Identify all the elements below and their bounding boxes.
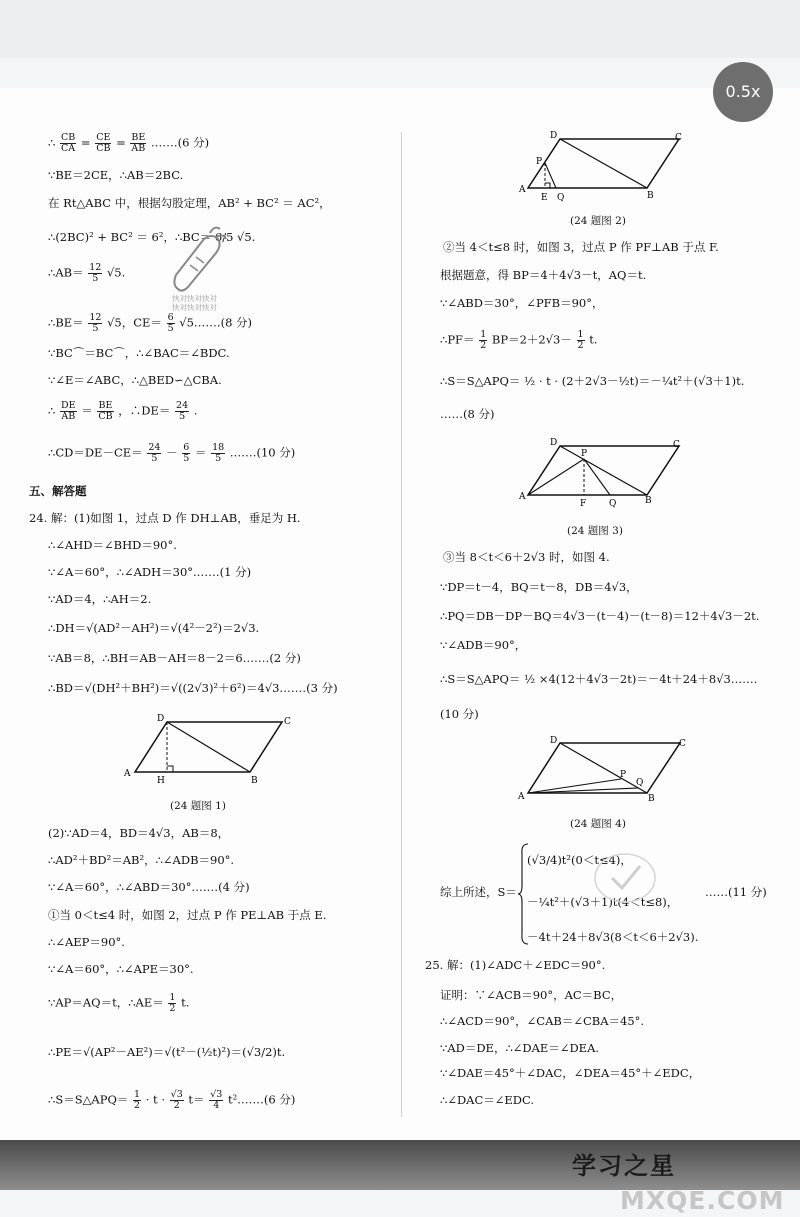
text-line: ∵AD＝DE，∴∠DAE＝∠DEA. [440, 1041, 600, 1055]
fraction: $\frac{12}{5}$ [89, 312, 102, 334]
piecewise-brace [518, 842, 530, 946]
eq-area-1: ∴S＝S△APQ＝ $\frac{1}{2}$ · t · $\frac{√3}{2}$ t＝ $\frac{√3}{4}$ t².……(6 分) [48, 1089, 296, 1111]
text-line: ∵AB＝8，∴BH＝AB－AH＝8－2＝6.……(2 分) [48, 651, 301, 665]
eq-de: ∴ $\frac{DE}{AB}$ ＝ $\frac{BE}{CB}$ ，∴DE＝ $\frac{24}{5}$ . [48, 400, 198, 422]
text-line: ∴BD＝√(DH²＋BH²)＝√((2√3)²＋6²)＝4√3.……(3 分) [48, 681, 338, 695]
text-line: ∴DH＝√(AD²－AH²)＝√(4²－2²)＝2√3. [48, 621, 260, 635]
svg-text:D: D [550, 438, 558, 448]
text-line: ∵DP＝t－4，BQ＝t－8，DB＝4√3， [440, 580, 638, 594]
site-watermark: MXQE.COM [620, 1186, 785, 1215]
eq-ab: ∴AB＝ $\frac{12}{5}$ √5. [48, 262, 126, 284]
svg-text:C: C [284, 717, 291, 727]
text-line: 根据题意，得 BP＝4＋4√3－t，AQ＝t. [440, 268, 647, 282]
svg-text:B: B [251, 776, 258, 786]
svg-text:A: A [519, 492, 526, 502]
svg-text:A: A [124, 769, 131, 779]
fraction: $\frac{CE}{CB}$ [96, 132, 111, 154]
text-line: 24. 解：(1)如图 1，过点 D 作 DH⊥AB，垂足为 H. [29, 511, 301, 525]
svg-text:B: B [648, 794, 655, 804]
text-line: ∵∠ABD＝30°，∠PFB＝90°， [440, 296, 604, 310]
eq-pf: ∴PF＝ $\frac{1}{2}$ BP＝2＋2√3－ $\frac{1}{2}$ t. [440, 329, 598, 351]
text-line: ∵∠A＝60°，∴∠APE＝30°. [48, 962, 194, 976]
svg-text:E: E [541, 193, 548, 203]
svg-text:C: C [673, 440, 680, 450]
text-line: ∵∠DAE＝45°＋∠DAC，∠DEA＝45°＋∠EDC， [440, 1066, 701, 1080]
svg-text:A: A [519, 185, 526, 195]
text-line: ∵BC⌒＝BC⌒，∴∠BAC＝∠BDC. [48, 346, 230, 360]
fraction: $\frac{24}{5}$ [148, 442, 161, 464]
text-line: ∴S＝S△APQ＝ ½ ×4(12＋4√3－2t)＝－4t＋24＋8√3.…… [440, 672, 758, 686]
fraction: $\frac{18}{5}$ [212, 442, 225, 464]
text-line: (2)∵AD＝4，BD＝4√3，AB＝8， [48, 826, 230, 840]
eq-cd: ∴CD＝DE－CE＝ $\frac{24}{5}$ － $\frac{6}{5}$ ＝ $\frac{18}{5}$ .……(10 分) [48, 442, 296, 464]
footer-title: 学习之星 [572, 1152, 676, 1180]
piecewise-case: (√3/4)t²(0＜t≤4)， [527, 853, 632, 867]
svg-text:Q: Q [609, 499, 617, 509]
text-line: ∴∠ACD＝90°，∠CAB＝∠CBA＝45°. [440, 1014, 645, 1028]
text-line: ∴AD²＋BD²＝AB²，∴∠ADB＝90°. [48, 853, 235, 867]
svg-text:C: C [679, 739, 686, 749]
summary-label: 综上所述，S＝ [440, 885, 517, 899]
eq-ae: ∵AP＝AQ＝t，∴AE＝ $\frac{1}{2}$ t. [48, 992, 190, 1014]
text-line: 在 Rt△ABC 中，根据勾股定理，AB² + BC² ＝ AC²， [48, 196, 331, 210]
fraction: $\frac{6}{5}$ [167, 312, 174, 334]
fraction: $\frac{24}{5}$ [176, 400, 189, 422]
text-line: ……(11 分) [705, 885, 767, 899]
footer-band [0, 1140, 800, 1190]
fraction: $\frac{1}{2}$ [480, 329, 487, 351]
svg-text:P: P [536, 157, 543, 167]
fraction: $\frac{√3}{4}$ [210, 1089, 223, 1111]
figure-caption: (24 题图 3) [567, 525, 623, 537]
eq-ratio: ∴ $\frac{CB}{CA}$ = $\frac{CE}{CB}$ = $\frac{BE}{AB}$ .……(6 分) [48, 132, 210, 154]
svg-text:D: D [157, 714, 165, 724]
text-line: 证明：∵∠ACB＝90°，AC＝BC， [440, 988, 623, 1002]
fraction: $\frac{6}{5}$ [183, 442, 190, 464]
figure-caption: (24 题图 4) [570, 818, 626, 830]
text-line: ∵∠A＝60°，∴∠ABD＝30°.……(4 分) [48, 880, 250, 894]
piecewise-case: －4t＋24＋8√3(8＜t＜6＋2√3). [527, 930, 699, 944]
fraction: $\frac{√3}{2}$ [170, 1089, 183, 1111]
playback-speed-button[interactable]: 0.5x [713, 62, 773, 122]
fraction: $\frac{1}{2}$ [577, 329, 584, 351]
text-line: ∴∠AEP＝90°. [48, 935, 125, 949]
top-toolbar [0, 0, 800, 58]
svg-text:D: D [550, 736, 558, 746]
text-line: ∵∠E＝∠ABC，∴△BED∽△CBA. [48, 373, 222, 387]
svg-text:H: H [157, 776, 165, 786]
text-line: ∴S＝S△APQ＝ ½ · t · (2＋2√3－½t)＝－¼t²＋(√3＋1)t. [440, 374, 745, 388]
watermark-stamp: 快对快对快对 快对快对快对 [172, 294, 217, 312]
svg-text:C: C [675, 133, 682, 143]
svg-text:Q: Q [557, 193, 565, 203]
text-line: ∵∠ADB＝90°， [440, 638, 527, 652]
svg-text:B: B [645, 496, 652, 506]
fraction: $\frac{BE}{AB}$ [131, 132, 146, 154]
figure-4-parallelogram [514, 733, 694, 805]
svg-text:P: P [581, 449, 588, 459]
text-line: ∵BE＝2CE，∴AB＝2BC. [48, 168, 184, 182]
fraction: $\frac{DE}{AB}$ [60, 400, 76, 422]
svg-text:Q: Q [636, 778, 644, 788]
text-line: ③当 8＜t＜6＋2√3 时，如图 4. [443, 550, 610, 564]
section-heading: 五、解答题 [29, 484, 87, 498]
eq-be-ce: ∴BE＝ $\frac{12}{5}$ √5，CE＝ $\frac{6}{5}$ √5.……(8 分) [48, 312, 253, 334]
text-line: ∴PE＝√(AP²－AE²)＝√(t²－(½t)²)＝(√3/2)t. [48, 1045, 286, 1059]
svg-text:D: D [550, 131, 558, 141]
text-line: (10 分) [440, 707, 479, 721]
figure-caption: (24 题图 1) [170, 800, 226, 812]
svg-text:B: B [647, 191, 654, 201]
text-line: 25. 解：(1)∠ADC＋∠EDC＝90°. [425, 958, 606, 972]
text-line: ∵∠A＝60°，∴∠ADH＝30°.……(1 分) [48, 565, 252, 579]
figure-2-parallelogram [514, 128, 684, 203]
text-line: ∵AD＝4，∴AH＝2. [48, 592, 152, 606]
fraction: $\frac{BE}{CB}$ [98, 400, 113, 422]
svg-text:A: A [518, 792, 525, 802]
fraction: $\frac{1}{2}$ [169, 992, 176, 1014]
column-divider [401, 132, 402, 1117]
text-line: ②当 4＜t≤8 时，如图 3，过点 P 作 PF⊥AB 于点 F. [443, 240, 719, 254]
check-watermark-icon [590, 848, 660, 908]
figure-caption: (24 题图 2) [570, 215, 626, 227]
text-line: ∴(2BC)² + BC² ＝ 6²，∴BC＝ 6/5 √5. [48, 230, 256, 244]
text-line: ①当 0＜t≤4 时，如图 2，过点 P 作 PE⊥AB 于点 E. [48, 908, 327, 922]
carrot-watermark-icon [160, 225, 230, 295]
piecewise-case: －¼t²＋(√3＋1)t(4＜t≤8)， [527, 895, 679, 909]
svg-text:P: P [620, 770, 627, 780]
text-line: ∴PQ＝DB－DP－BQ＝4√3－(t－4)－(t－8)＝12＋4√3－2t. [440, 609, 760, 623]
text-line: ∴∠AHD＝∠BHD＝90°. [48, 538, 177, 552]
svg-text:F: F [580, 499, 587, 509]
figure-1-parallelogram [120, 710, 300, 790]
fraction: $\frac{CB}{CA}$ [60, 132, 76, 154]
fraction: $\frac{12}{5}$ [89, 262, 102, 284]
text-line: ……(8 分) [440, 407, 495, 421]
figure-3-parallelogram [514, 436, 684, 511]
fraction: $\frac{1}{2}$ [134, 1089, 141, 1111]
text-line: ∴∠DAC＝∠EDC. [440, 1093, 535, 1107]
